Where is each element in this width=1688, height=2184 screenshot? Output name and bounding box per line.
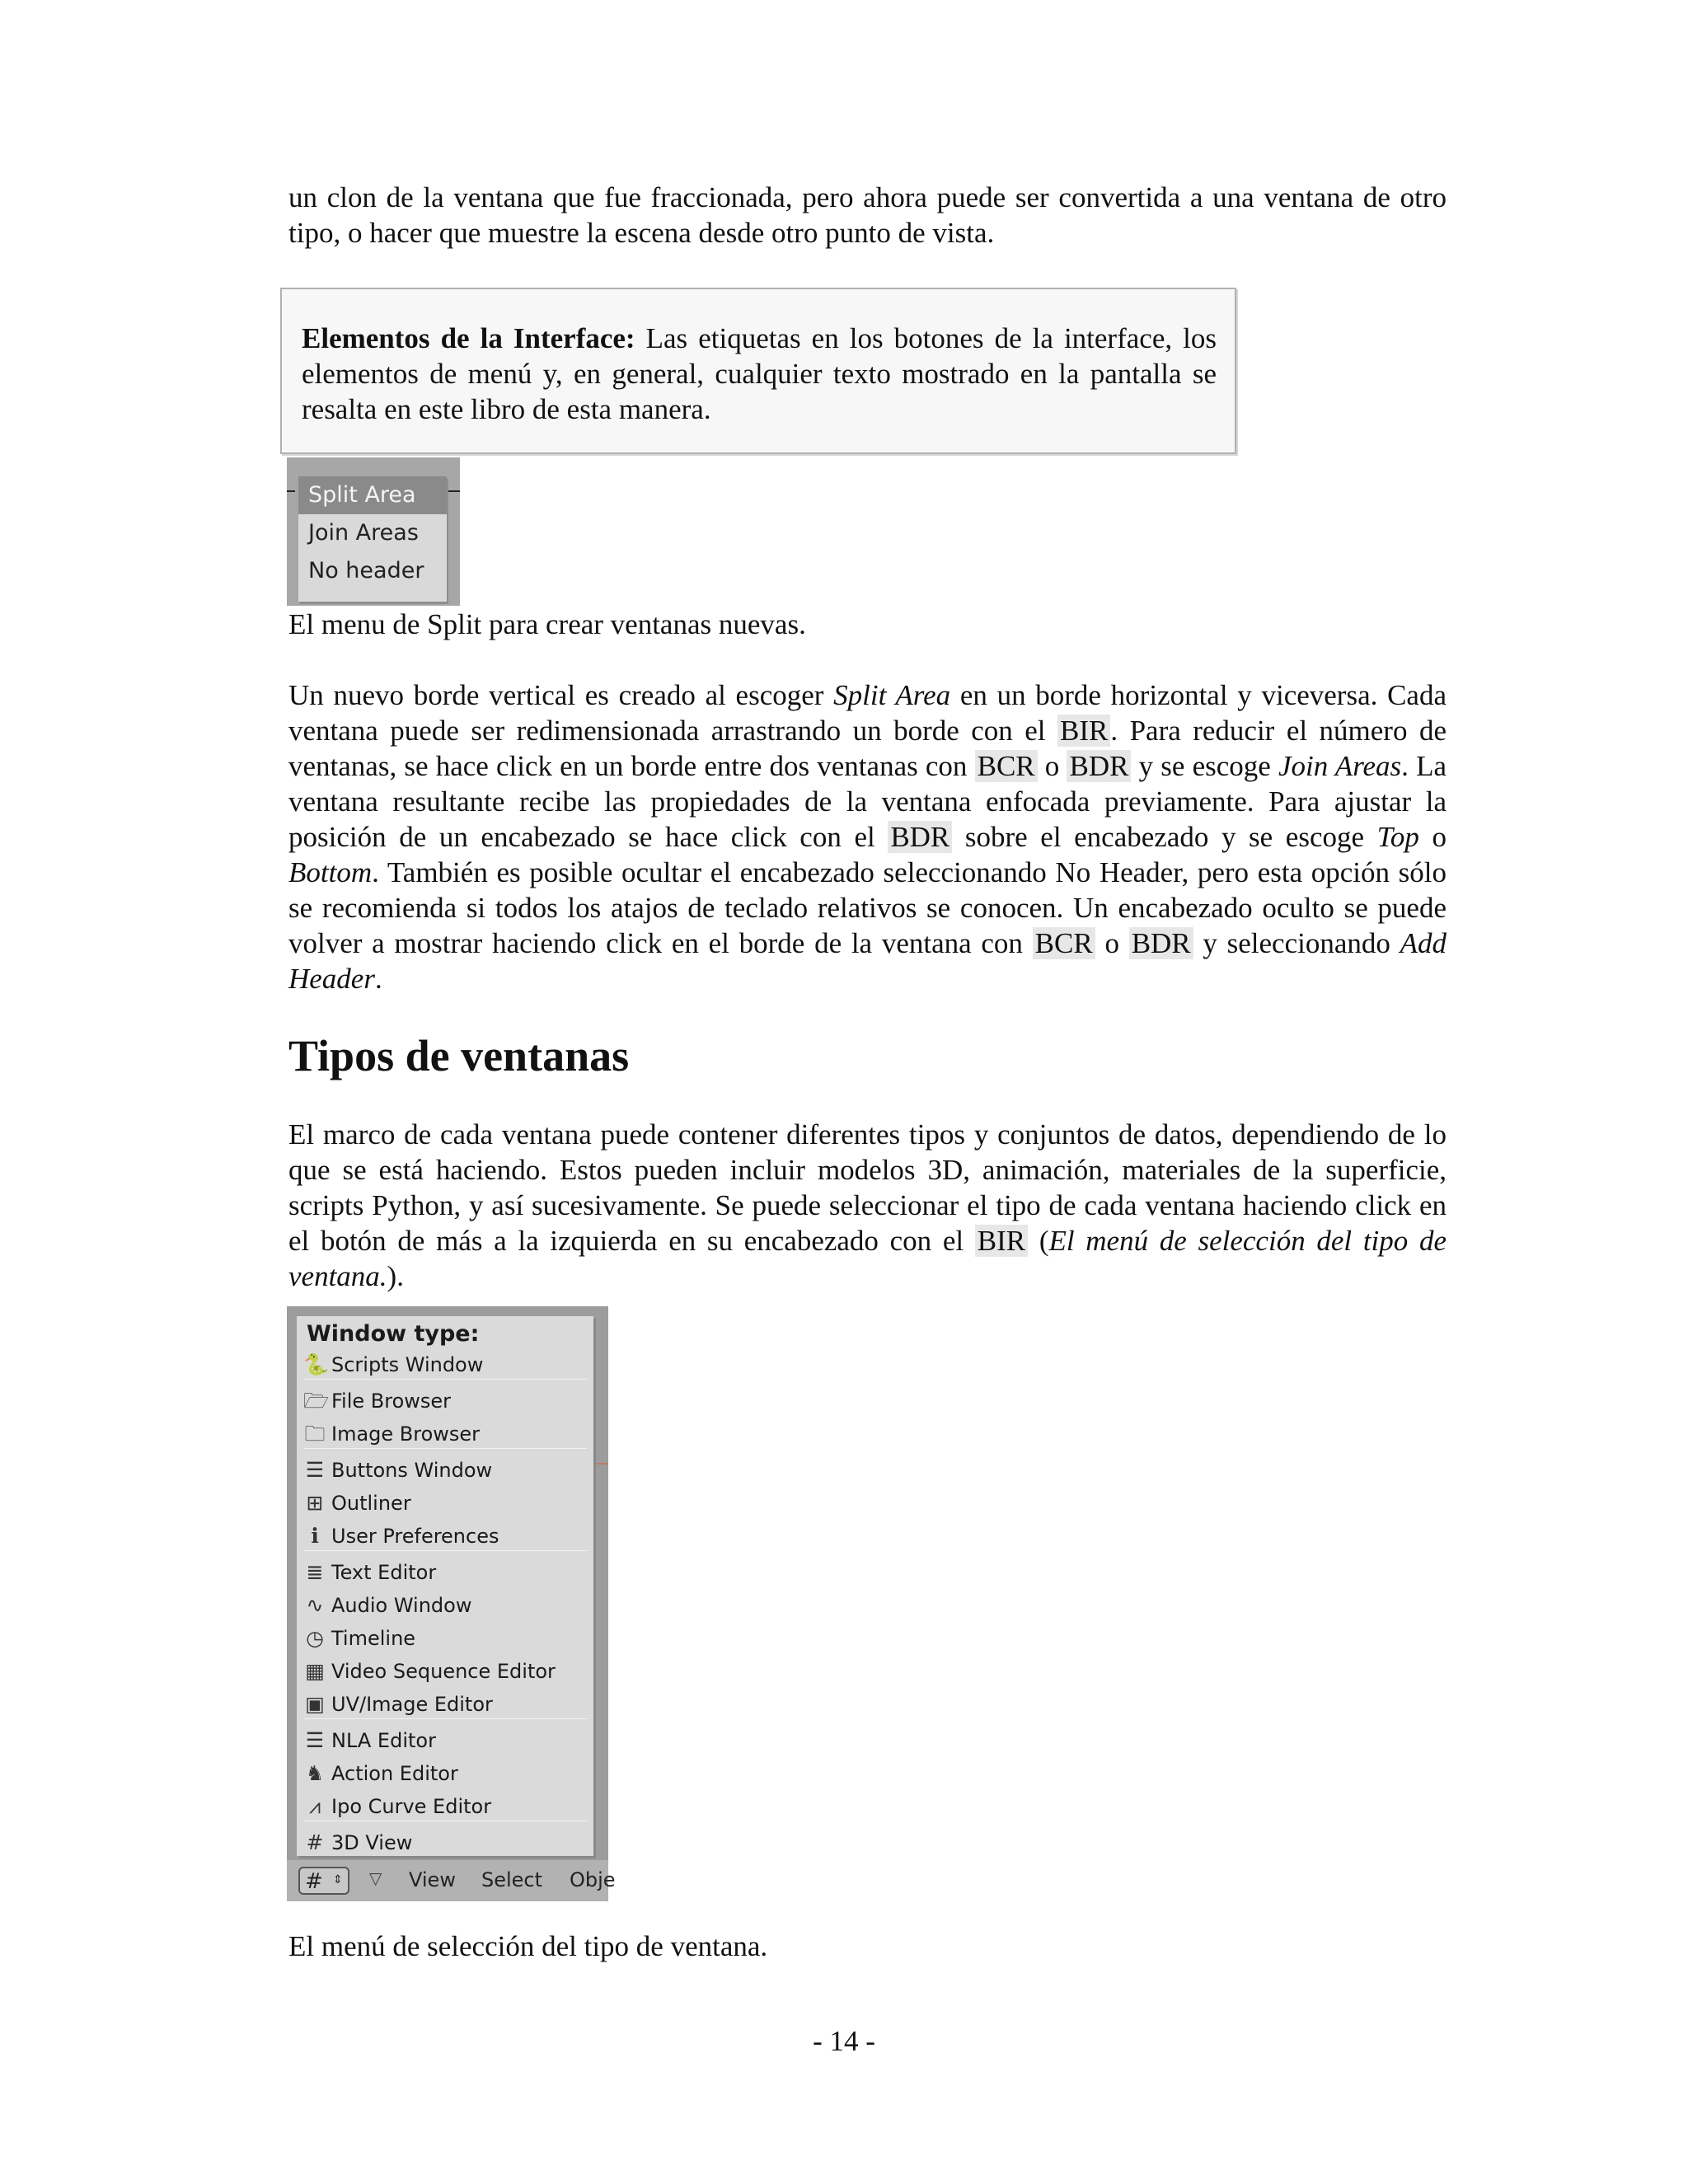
split-rail-right: [448, 490, 460, 492]
note-box: [280, 288, 1236, 454]
outliner-icon: ⊞: [306, 1491, 324, 1515]
top-term: Top: [1376, 821, 1419, 853]
window-type-item-label: File Browser: [331, 1390, 452, 1413]
join-areas-term: Join Areas: [1278, 750, 1402, 782]
uv-image-icon: ▣: [305, 1692, 325, 1716]
join-areas-menu-item[interactable]: Join Areas: [308, 520, 419, 546]
chevron-updown-icon: ⇕: [333, 1873, 343, 1886]
window-type-item[interactable]: [297, 1385, 593, 1417]
audio-wave-icon: ∿: [306, 1593, 324, 1617]
buttons-window-icon: ☰: [305, 1458, 325, 1482]
kbd-bcr-2: BCR: [1033, 927, 1095, 959]
window-type-item[interactable]: [297, 1758, 593, 1789]
select-menu[interactable]: Select: [481, 1868, 543, 1891]
window-type-item-label: Ipo Curve Editor: [331, 1795, 492, 1818]
image-folder-icon: 🗀: [304, 1422, 326, 1446]
window-type-item[interactable]: [297, 1689, 593, 1720]
window-type-item[interactable]: [297, 1791, 593, 1822]
nla-icon: ☰: [305, 1728, 325, 1752]
window-type-item[interactable]: [297, 1488, 593, 1519]
section-heading: Tipos de ventanas: [288, 1031, 630, 1080]
window-type-item-label: NLA Editor: [331, 1729, 436, 1752]
window-type-item-label: Buttons Window: [331, 1459, 493, 1482]
kbd-bdr-3: BDR: [1129, 927, 1193, 959]
window-type-item[interactable]: [297, 1827, 593, 1858]
split-area-term: Split Area: [833, 679, 951, 711]
ipo-curve-icon: ⩘: [308, 1794, 321, 1818]
snake-icon: 🐍: [303, 1352, 330, 1376]
background-line: [596, 1463, 608, 1465]
kbd-bir-2: BIR: [975, 1225, 1028, 1257]
window-header-bar: [287, 1860, 616, 1901]
clock-icon: ◷: [306, 1626, 324, 1650]
window-type-item-label: Image Browser: [331, 1422, 481, 1446]
split-menu: [298, 476, 447, 602]
intro-paragraph: un clon de la ventana que fue fraccionada, pero ahora puede ser convertida a una ventana de otro tipo, o hacer que muestre la escena desde otro punto de vista.: [288, 181, 1447, 249]
info-icon: ℹ: [311, 1524, 319, 1548]
grid-icon: #: [306, 1830, 324, 1854]
film-strip-icon: ▦: [305, 1659, 325, 1683]
menu-separator: [303, 1379, 587, 1380]
window-type-item[interactable]: [297, 1349, 593, 1380]
no-header-menu-item[interactable]: No header: [308, 558, 424, 583]
body-paragraph: Un nuevo borde vertical es creado al escoger Split Area en un borde horizontal y viceversa. Cada ventana puede ser redimensionada arrastrando un borde con el BIR. Para reducir el número de ventanas, se hace click en un borde entre dos ventanas con BCR o BDR y se escoge Join Areas. La ventana resultante recibe las propiedades de la ventana enfocada previamente. Para ajustar la posición de un encabezado se hace click con el BDR sobre el encabezado y se escoge Top o Bottom. También es posible ocultar el encabezado seleccionando No Header, pero esta opción sólo se recomienda si todos los atajos de teclado relativos se conocen. Un encabezado oculto se puede volver a mostrar haciendo click en el borde de la ventana con BCR o BDR y seleccionando Add Header.: [288, 679, 1447, 995]
split-menu-screenshot: [287, 457, 460, 606]
note-body: Las etiquetas en los botones de la interface, los elementos de menú y, en general, cualquier texto mostrado en la pantalla se resalta en este libro de esta manera.: [302, 322, 1217, 425]
window-type-item-label: Outliner: [331, 1492, 411, 1515]
window-type-item[interactable]: [297, 1455, 593, 1486]
window-type-title: Window type:: [307, 1321, 480, 1347]
menu-separator: [303, 1718, 587, 1719]
window-type-item-label: Video Sequence Editor: [331, 1660, 556, 1683]
text-editor-icon: ≣: [306, 1560, 324, 1584]
collapse-triangle-icon[interactable]: ▽: [369, 1868, 382, 1888]
kbd-bir: BIR: [1057, 715, 1110, 747]
window-type-item-label: Scripts Window: [331, 1353, 484, 1376]
action-figure-icon: ♞: [305, 1761, 325, 1785]
kbd-bdr-2: BDR: [888, 821, 952, 853]
bottom-term: Bottom: [288, 856, 373, 888]
window-type-item[interactable]: [297, 1623, 593, 1654]
window-caption: El menú de selección del tipo de ventana.: [288, 1930, 768, 1962]
window-type-item-label: User Preferences: [331, 1525, 499, 1548]
window-type-screenshot: [287, 1306, 616, 1901]
window-type-item-label: Audio Window: [331, 1594, 472, 1617]
window-type-item[interactable]: [297, 1557, 593, 1588]
grid-icon: #: [305, 1869, 323, 1894]
split-area-menu-item[interactable]: Split Area: [298, 476, 447, 514]
split-rail-left: [287, 490, 295, 492]
menu-separator: [303, 1448, 587, 1449]
window-type-item-label: UV/Image Editor: [331, 1693, 493, 1716]
window-type-item[interactable]: [297, 1656, 593, 1687]
window-type-item-label: Text Editor: [331, 1561, 437, 1584]
kbd-bdr: BDR: [1067, 750, 1131, 782]
window-type-button[interactable]: [298, 1867, 349, 1895]
window-type-menu: [297, 1316, 593, 1856]
view-menu[interactable]: View: [409, 1868, 456, 1891]
note-label: Elementos de la Interface:: [302, 322, 635, 354]
folder-icon: 🗁: [303, 1389, 330, 1413]
window-type-item-label: Action Editor: [331, 1762, 458, 1785]
kbd-bcr: BCR: [975, 750, 1038, 782]
body2-paragraph: El marco de cada ventana puede contener diferentes tipos y conjuntos de datos, dependiendo de lo que se está haciendo. Estos pueden incluir modelos 3D, animación, materiales de la superficie, scripts Python, y así sucesivamente. Se puede seleccionar el tipo de cada ventana haciendo click en el botón de más a la izquierda en su encabezado con el BIR (El menú de selección del tipo de ventana.).: [288, 1118, 1447, 1292]
menu-separator: [303, 1550, 587, 1551]
window-type-item[interactable]: [297, 1725, 593, 1756]
add-header-term: Add Header: [288, 927, 1447, 995]
window-type-item-label: Timeline: [331, 1627, 416, 1650]
window-type-item[interactable]: [297, 1521, 593, 1552]
window-type-item[interactable]: [297, 1418, 593, 1450]
object-menu[interactable]: Obje: [570, 1868, 616, 1891]
page-number: - 14 -: [813, 2025, 875, 2057]
split-caption: El menu de Split para crear ventanas nuevas.: [288, 608, 806, 640]
window-type-item[interactable]: [297, 1590, 593, 1621]
note-text: [302, 321, 1217, 427]
window-type-item-label: 3D View: [331, 1831, 413, 1854]
figure-reference: El menú de selección del tipo de ventana.: [288, 1225, 1447, 1292]
